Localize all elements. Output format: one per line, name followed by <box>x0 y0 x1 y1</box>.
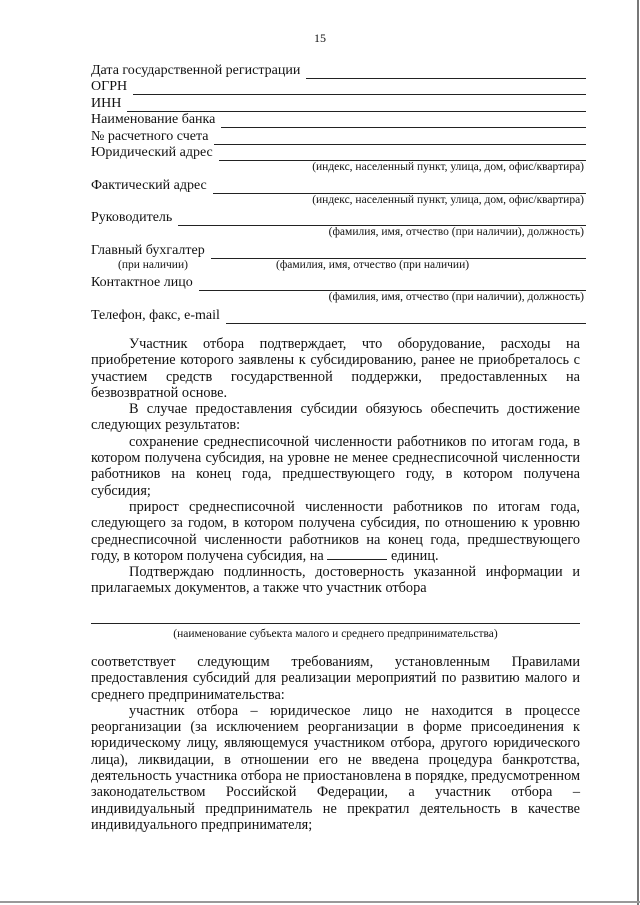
applicant-details-form <box>91 62 586 324</box>
actual-address-field[interactable] <box>213 181 586 194</box>
actual-address-row <box>91 177 586 194</box>
accountant-field[interactable] <box>211 246 586 259</box>
phone-row <box>91 307 586 324</box>
headcount-growth-unit: единиц. <box>390 547 439 564</box>
scan-edge-right <box>637 0 639 905</box>
reg-date-row <box>91 62 586 79</box>
paragraph-obligation: В случае предоставления субсидии обязуюсь обеспечить достижение следующих результатов: <box>91 401 580 434</box>
contact-row <box>91 275 586 292</box>
accountant-hint-row <box>91 259 586 275</box>
reg-date-field[interactable] <box>306 66 586 79</box>
paragraph-reorganization: участник отбора – юридическое лицо не находится в процессе реорганизации (за исключением реорганизации в форме присоединения к юридическому лицу, являющемуся участником отбора, другого юридического лица), ликвидации, в отношении его не введена процедура банкротства, деятельность участника отбора не приостановлена в порядке, предусмотренном законодательством Российской Федерации, а участник отбора – индивидуальный предприниматель не прекратил деятельность в качестве индивидуального предпринимателя; <box>91 702 580 833</box>
paragraph-headcount-keep: сохранение среднесписочной численности работников по итогам года, в котором получена субсидия, на уровне не менее среднесписочной численности работников на конец года, предшествующего году, в котором получена субсидия; <box>91 433 580 499</box>
legal-address-field[interactable] <box>219 148 586 161</box>
accountant-row <box>91 242 586 259</box>
paragraph-equipment: Участник отбора подтверждает, что оборудование, расходы на приобретение которого заявлены к субсидированию, ранее не приобреталось с участием средств государственной поддержки, предоставленных на безвозвратной основе. <box>91 336 580 401</box>
bank-field[interactable] <box>221 115 586 128</box>
paragraph-authenticity: Подтверждаю подлинность, достоверность указанной информации и прилагаемых документов, а также что участник отбора <box>91 564 580 597</box>
headcount-growth-blank[interactable] <box>327 549 387 560</box>
scan-edge-bottom <box>0 901 640 903</box>
ogrn-label: ОГРН <box>91 79 128 94</box>
bank-label: Наименование банка <box>91 112 216 127</box>
accountant-hint: (фамилия, имя, отчество (при наличии) <box>276 258 470 271</box>
phone-label: Телефон, факс, e-mail <box>91 307 220 323</box>
inn-field[interactable] <box>127 99 586 112</box>
actual-address-label: Фактический адрес <box>91 177 207 193</box>
legal-address-hint: (индекс, населенный пункт, улица, дом, офис/квартира) <box>312 161 584 173</box>
accountant-sub-label: (при наличии) <box>118 258 188 271</box>
paragraph-requirements: соответствует следующим требованиям, установленным Правилами предоставления субсидий для реализации мероприятий по развитию малого и среднего предпринимательства: <box>91 654 580 703</box>
contact-label: Контактное лицо <box>91 275 193 290</box>
account-field[interactable] <box>214 132 586 145</box>
inn-row <box>91 95 586 112</box>
head-hint: (фамилия, имя, отчество (при наличии), должность) <box>328 226 584 238</box>
paragraph-headcount-growth <box>91 499 580 564</box>
head-row <box>91 210 586 227</box>
confirmation-text <box>91 336 580 597</box>
requirements-text <box>91 654 580 833</box>
headcount-growth-text: прирост среднесписочной численности работников по итогам года, следующего за годом, в котором получена субсидия, по отношению к уровню среднесписочной численности работников на конец года, предшествующего году, в котором получена субсидия, на <box>91 498 580 564</box>
ogrn-field[interactable] <box>133 82 586 95</box>
account-label: № расчетного счета <box>91 128 209 144</box>
bank-row <box>91 112 586 129</box>
reg-date-label: Дата государственной регистрации <box>91 62 301 78</box>
accountant-label: Главный бухгалтер <box>91 242 205 258</box>
phone-field[interactable] <box>226 311 586 324</box>
legal-address-label: Юридический адрес <box>91 145 213 160</box>
actual-address-hint: (индекс, населенный пункт, улица, дом, офис/квартира) <box>312 193 584 206</box>
contact-field[interactable] <box>199 278 586 291</box>
head-label: Руководитель <box>91 210 173 225</box>
legal-address-row <box>91 145 586 162</box>
page-number: 15 <box>314 31 326 45</box>
contact-hint: (фамилия, имя, отчество (при наличии), должность) <box>328 291 584 303</box>
inn-label: ИНН <box>91 95 122 111</box>
ogrn-row <box>91 79 586 96</box>
account-row <box>91 128 586 145</box>
head-field[interactable] <box>178 213 586 226</box>
entity-name-hint: (наименование субъекта малого и среднего предпринимательства) <box>173 628 498 640</box>
entity-name-line[interactable] <box>91 623 580 624</box>
